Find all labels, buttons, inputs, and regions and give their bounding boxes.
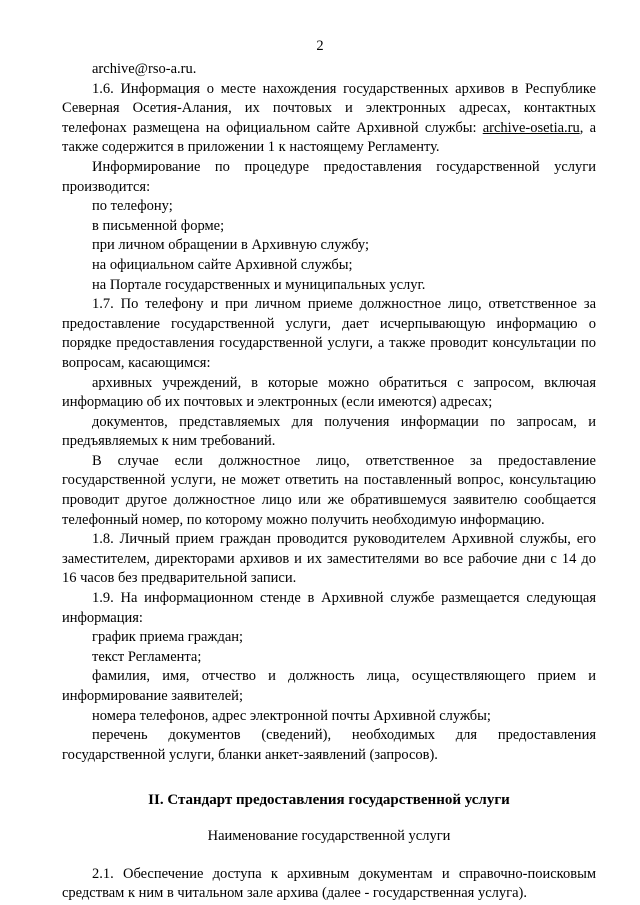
document-body bbox=[62, 60, 596, 904]
section-heading: II. Стандарт предоставления государственной услуги bbox=[148, 792, 510, 809]
paragraph-1-6-text: 1.6. Информация о месте нахождения государственных архивов в Республике Северная Осетия-Алания, их почтовых и электронных адресах, контактных телефонах размещена на официальном сайте Архивной службы: bbox=[62, 80, 596, 136]
list-item: фамилия, имя, отчество и должность лица, осуществляющего прием и информирование заявителей; bbox=[62, 668, 596, 704]
page-number: 2 bbox=[316, 38, 324, 54]
paragraph-2-1: 2.1. Обеспечение доступа к архивным документам и справочно-поисковым средствам к ним в читальном зале архива (далее - государственная услуга). bbox=[62, 865, 596, 902]
list-item: по телефону; bbox=[92, 198, 173, 215]
paragraph-1-7: 1.7. По телефону и при личном приеме должностное лицо, ответственное за предоставление государственной услуги, дает исчерпывающую информацию о порядке предоставления государственной услуги, а также проводит консультации по вопросам, касающимся: bbox=[62, 296, 596, 371]
archive-site-link[interactable]: archive-osetia.ru bbox=[482, 119, 580, 136]
list-item: на официальном сайте Архивной службы; bbox=[92, 256, 353, 273]
list-item: текст Регламента; bbox=[92, 648, 202, 665]
list-item: перечень документов (сведений), необходимых для предоставления государственной услуги, бланки анкет-заявлений (запросов). bbox=[62, 727, 596, 763]
list-item: в письменной форме; bbox=[92, 217, 225, 234]
list-item: график приема граждан; bbox=[92, 629, 244, 646]
paragraph-archives: архивных учреждений, в которые можно обратиться с запросом, включая информацию об их почтовых и электронных (если имеются) адресах; bbox=[62, 374, 596, 411]
paragraph-1-6-tail: , а также содержится в приложении 1 к настоящему Регламенту. bbox=[62, 119, 596, 156]
list-item: при личном обращении в Архивную службу; bbox=[92, 237, 370, 254]
paragraph-1-8: 1.8. Личный прием граждан проводится руководителем Архивной службы, его заместителем, директорами архивов и их заместителями во все рабочие дни с 14 до 16 часов без предварительной записи. bbox=[62, 531, 596, 587]
paragraph-consultation: В случае если должностное лицо, ответственное за предоставление государственной услуги, не может ответить на поставленный вопрос, консультацию проводит другое должностное лицо или же обратившемуся заявителю сообщается телефонный номер, по которому можно получить необходимую информацию. bbox=[62, 452, 596, 528]
paragraph-1-6 bbox=[62, 80, 596, 158]
paragraph-documents: документов, представляемых для получения информации по запросам, и предъявляемых к ним требований. bbox=[62, 413, 596, 450]
list-item: на Портале государственных и муниципальных услуг. bbox=[92, 276, 426, 293]
subsection-heading: Наименование государственной услуги bbox=[207, 827, 451, 844]
paragraph-1-9: 1.9. На информационном стенде в Архивной службе размещается следующая информация: bbox=[62, 590, 596, 626]
email-line: archive@rso-a.ru. bbox=[92, 61, 197, 77]
list-item: номера телефонов, адрес электронной почты Архивной службы; bbox=[92, 707, 491, 724]
informing-paragraph: Информирование по процедуре предоставления государственной услуги производится: bbox=[62, 158, 596, 195]
